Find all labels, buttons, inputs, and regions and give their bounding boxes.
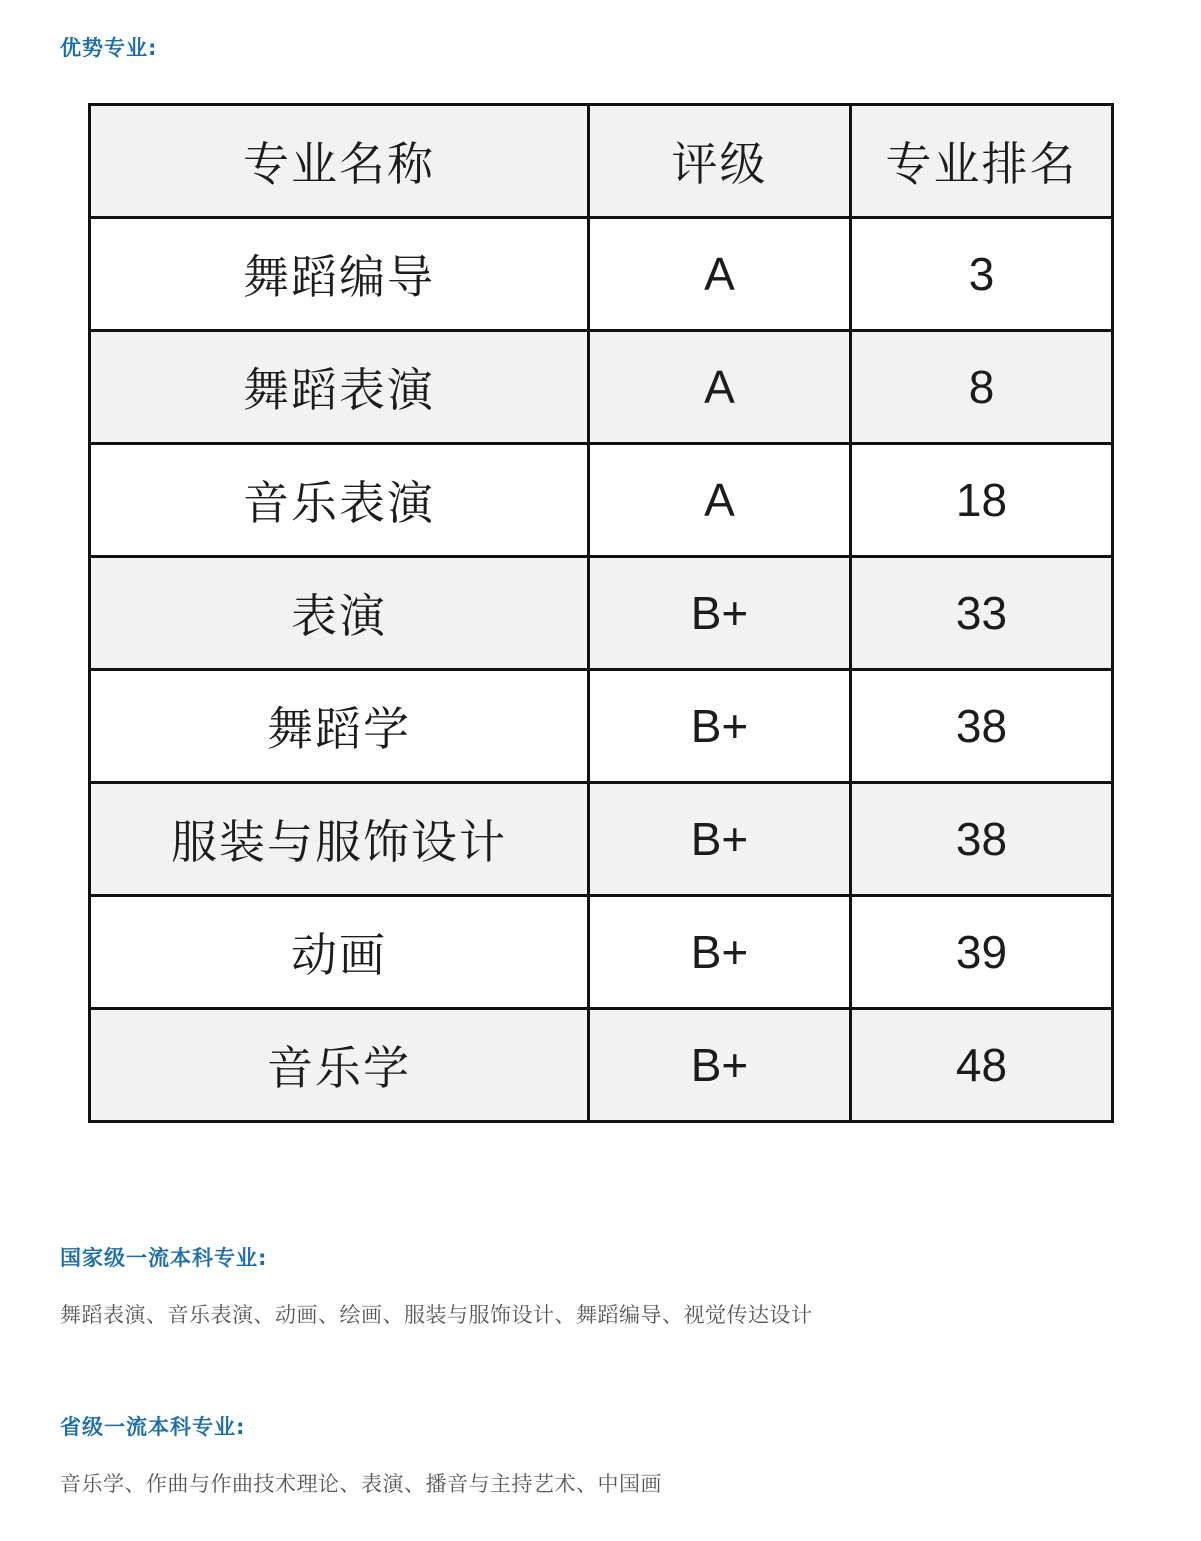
- header-grade: 评级: [589, 105, 851, 218]
- major-name-cell: 音乐表演: [90, 444, 589, 557]
- table-row: [90, 896, 1113, 1009]
- table-row: [90, 331, 1113, 444]
- provincial-first-class-majors-heading: 省级一流本科专业:: [60, 1415, 246, 1439]
- table-row: [90, 783, 1113, 896]
- grade-cell: A: [589, 218, 851, 331]
- ranking-cell: 38: [851, 783, 1113, 896]
- ranking-cell: 33: [851, 557, 1113, 670]
- major-name-cell: 舞蹈编导: [90, 218, 589, 331]
- header-major-name: 专业名称: [90, 105, 589, 218]
- table-row: [90, 444, 1113, 557]
- header-ranking: 专业排名: [851, 105, 1113, 218]
- major-name-cell: 音乐学: [90, 1009, 589, 1122]
- ranking-cell: 39: [851, 896, 1113, 1009]
- table-header-row: [90, 105, 1113, 218]
- provincial-first-class-majors-list: 音乐学、作曲与作曲技术理论、表演、播音与主持艺术、中国画: [60, 1472, 662, 1496]
- advantage-majors-heading: 优势专业:: [60, 36, 158, 60]
- ranking-cell: 18: [851, 444, 1113, 557]
- major-name-cell: 舞蹈表演: [90, 331, 589, 444]
- major-name-cell: 表演: [90, 557, 589, 670]
- major-name-cell: 动画: [90, 896, 589, 1009]
- grade-cell: B+: [589, 670, 851, 783]
- ranking-cell: 3: [851, 218, 1113, 331]
- majors-ranking-table: [88, 103, 1114, 1123]
- major-name-cell: 舞蹈学: [90, 670, 589, 783]
- ranking-cell: 48: [851, 1009, 1113, 1122]
- major-name-cell: 服装与服饰设计: [90, 783, 589, 896]
- table-row: [90, 670, 1113, 783]
- grade-cell: B+: [589, 896, 851, 1009]
- ranking-cell: 8: [851, 331, 1113, 444]
- table-row: [90, 1009, 1113, 1122]
- grade-cell: B+: [589, 783, 851, 896]
- grade-cell: A: [589, 331, 851, 444]
- ranking-cell: 38: [851, 670, 1113, 783]
- table-row: [90, 557, 1113, 670]
- national-first-class-majors-list: 舞蹈表演、音乐表演、动画、绘画、服装与服饰设计、舞蹈编导、视觉传达设计: [60, 1303, 813, 1327]
- grade-cell: A: [589, 444, 851, 557]
- grade-cell: B+: [589, 1009, 851, 1122]
- table-row: [90, 218, 1113, 331]
- grade-cell: B+: [589, 557, 851, 670]
- national-first-class-majors-heading: 国家级一流本科专业:: [60, 1246, 268, 1270]
